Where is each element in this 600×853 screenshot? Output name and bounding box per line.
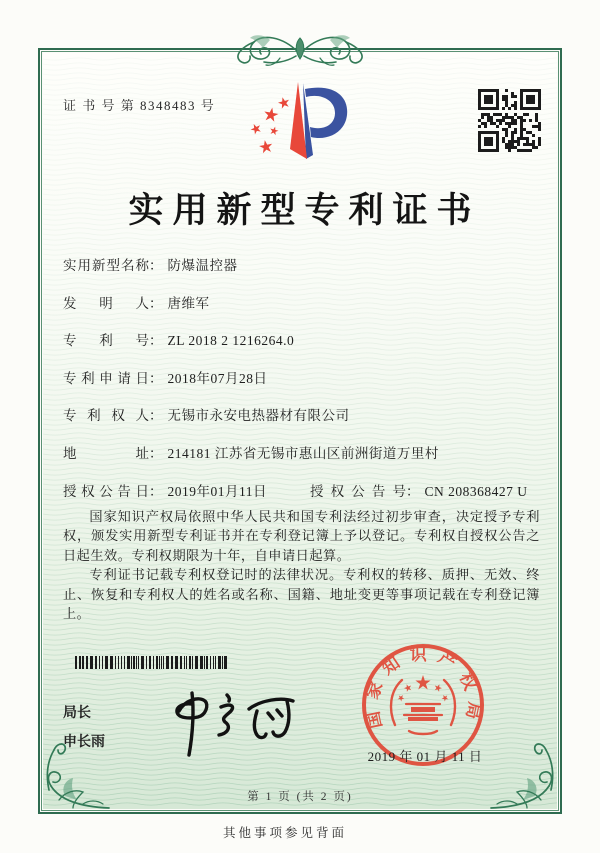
seal-text: 国家知识产权局 bbox=[361, 645, 485, 731]
qr-code bbox=[478, 89, 541, 152]
director-block bbox=[63, 702, 105, 751]
field-value-patent-number: ZL 2018 2 1216264.0 bbox=[167, 333, 295, 349]
seal-date: 2019 年 01 月 11 日 bbox=[367, 749, 483, 764]
field-row-inventor bbox=[63, 292, 541, 330]
legal-text bbox=[63, 507, 540, 623]
field-value-address: 214181 江苏省无锡市惠山区前洲街道万里村 bbox=[167, 445, 439, 461]
field-label: 专利申请日 bbox=[63, 370, 149, 386]
field-value-grant-date: 2019年01月11日 bbox=[167, 483, 267, 499]
field-colon: ： bbox=[149, 483, 163, 499]
page-number-note: 第 1 页 (共 2 页) bbox=[247, 791, 353, 803]
seal-national-emblem bbox=[391, 680, 455, 734]
certificate-title: 实用新型专利证书 bbox=[128, 191, 481, 230]
see-back-note: 其他事项参见背面 bbox=[222, 826, 348, 840]
field-colon: ： bbox=[406, 483, 420, 499]
field-value-filing-date: 2018年07月28日 bbox=[167, 370, 268, 386]
field-list bbox=[63, 254, 541, 517]
field-value-patentee: 无锡市永安电热器材有限公司 bbox=[167, 408, 350, 424]
field-row-name bbox=[63, 254, 541, 292]
field-row-patent-number bbox=[63, 329, 541, 367]
field-label: 专利权人 bbox=[63, 408, 149, 424]
field-colon: ： bbox=[149, 370, 163, 386]
director-name: 申长雨 bbox=[63, 733, 105, 749]
field-value-utility-model-name: 防爆温控器 bbox=[167, 258, 238, 273]
field-label: 实用新型名称 bbox=[63, 258, 149, 273]
director-signature bbox=[165, 684, 315, 762]
legal-paragraph-1: 国家知识产权局依照中华人民共和国专利法经过初步审查，决定授予专利权，颁发实用新型专利证书并在专利登记簿上予以登记。专利权自授权公告之日起生效。专利权期限为十年，自申请日起算。 bbox=[63, 509, 540, 563]
field-label: 授权公告日 bbox=[63, 483, 149, 499]
field-value-inventor: 唐维军 bbox=[167, 295, 210, 311]
field-colon: ： bbox=[149, 295, 163, 311]
field-pair-grant-number bbox=[310, 480, 528, 500]
certificate-number: 证 书 号 第 8348483 号 bbox=[63, 98, 216, 113]
field-colon: ： bbox=[149, 258, 163, 273]
field-label: 发明人 bbox=[63, 295, 149, 311]
field-colon: ： bbox=[149, 333, 163, 349]
legal-paragraph-2: 专利证书记载专利权登记时的法律状况。专利权的转移、质押、无效、终止、恢复和专利权人的姓名或名称、国籍、地址变更等事项记载在专利登记簿上。 bbox=[63, 567, 540, 622]
field-label: 地址 bbox=[63, 445, 149, 461]
field-row-patentee bbox=[63, 404, 541, 442]
field-label: 授权公告号 bbox=[310, 483, 406, 499]
field-value-grant-number: CN 208368427 U bbox=[424, 483, 528, 499]
field-colon: ： bbox=[149, 408, 163, 424]
field-row-address bbox=[63, 442, 541, 480]
cnipa-logo bbox=[246, 82, 352, 166]
barcode bbox=[75, 656, 228, 669]
director-title: 局长 bbox=[63, 704, 91, 720]
field-row-filing-date bbox=[63, 367, 541, 405]
field-colon: ： bbox=[149, 445, 163, 461]
field-label: 专利号 bbox=[63, 333, 149, 349]
